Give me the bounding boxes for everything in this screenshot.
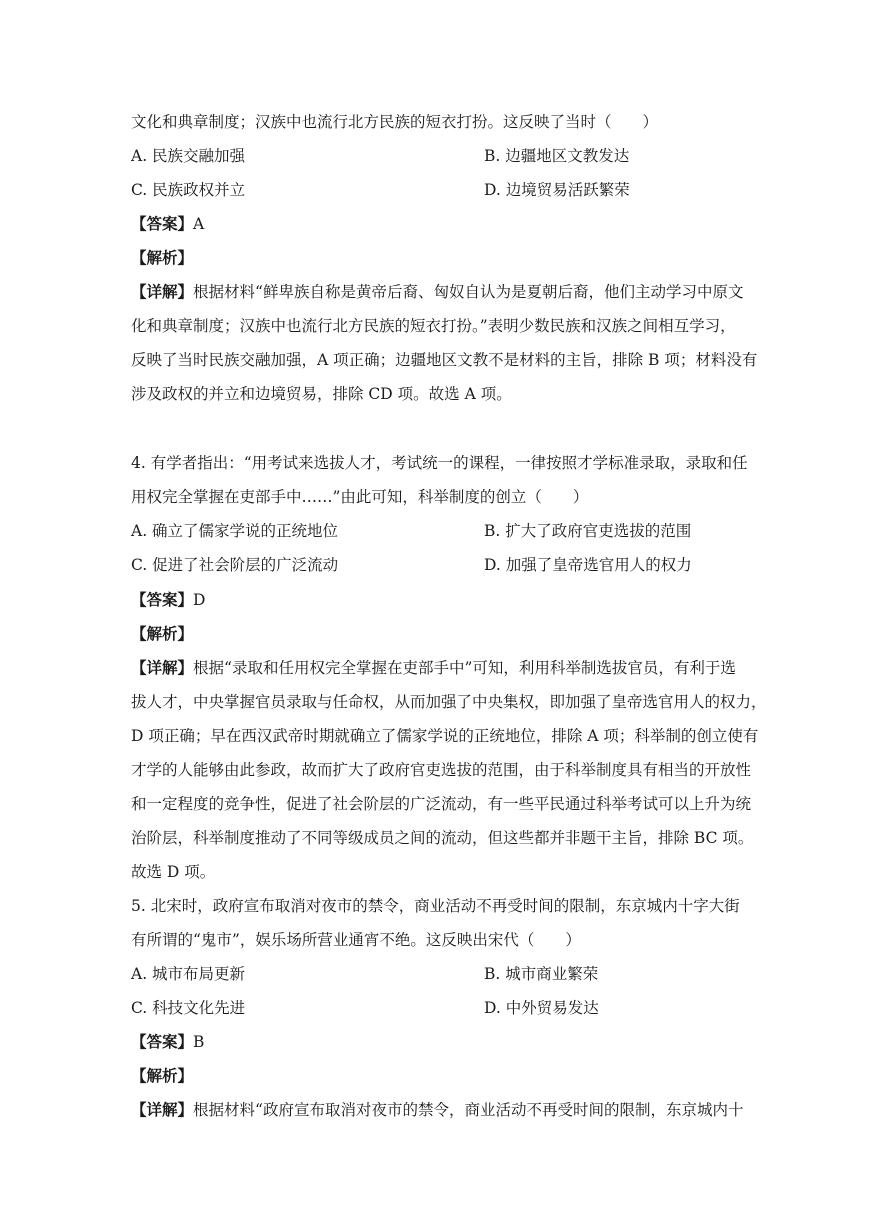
detail-text: 根据材料“政府宣布取消对夜市的禁令，商业活动不再受时间的限制，东京城内十 (193, 1101, 744, 1119)
detail-label: 【详解】 (131, 658, 194, 677)
q4-detail-line (131, 658, 741, 678)
q4-option-c: C. 促进了社会阶层的广泛流动 (131, 556, 339, 574)
answer-label: 【答案】 (131, 590, 194, 609)
q4-answer (131, 590, 741, 610)
answer-value: D (193, 591, 206, 609)
q5-stem-line: 5. 北宋时，政府宣布取消对夜市的禁令，商业活动不再受时间的限制，东京城内十字大街 (131, 897, 740, 915)
q3-detail-line: 反映了当时民族交融加强，A 项正确；边疆地区文教不是材料的主旨，排除 B 项；材料没有 (131, 351, 758, 369)
answer-value: B (193, 1033, 205, 1051)
q4-stem-line: 用权完全掌握在吏部手中……”由此可知，科举制度的创立（ ） (131, 488, 589, 506)
q4-detail-line: 故选 D 项。 (131, 863, 216, 881)
q3-analysis-label: 【解析】 (131, 248, 194, 267)
q4-detail-line: 才学的人能够由此参政，故而扩大了政府官吏选拔的范围，由于科举制度具有相当的开放性 (131, 761, 752, 779)
q5-answer (131, 1032, 741, 1052)
q3-answer (131, 214, 741, 234)
q3-option-a: A. 民族交融加强 (131, 147, 246, 165)
q5-option-a: A. 城市布局更新 (131, 965, 246, 983)
q4-detail-line: D 项正确；早在西汉武帝时期就确立了儒家学说的正统地位，排除 A 项；科举制的创立使有 (131, 727, 759, 745)
q5-option-d: D. 中外贸易发达 (484, 999, 599, 1017)
q3-option-d: D. 边境贸易活跃繁荣 (484, 181, 630, 199)
detail-text: 根据“录取和任用权完全掌握在吏部手中”可知，利用科举制选拔官员，有利于选 (193, 659, 736, 677)
q4-analysis-label: 【解析】 (131, 624, 194, 643)
q5-analysis-label: 【解析】 (131, 1066, 194, 1085)
q3-option-b: B. 边疆地区文教发达 (484, 147, 630, 165)
q5-option-b: B. 城市商业繁荣 (484, 965, 599, 983)
detail-text: 根据材料“鲜卑族自称是黄帝后裔、匈奴自认为是夏朝后裔，他们主动学习中原文 (193, 283, 744, 301)
answer-value: A (193, 215, 205, 233)
q3-stem-tail: 文化和典章制度；汉族中也流行北方民族的短衣打扮。这反映了当时（ ） (131, 113, 659, 131)
q4-option-d: D. 加强了皇帝选官用人的权力 (484, 556, 692, 574)
q5-stem-line: 有所谓的“鬼市”，娱乐场所营业通宵不绝。这反映出宋代（ ） (131, 931, 581, 949)
q3-detail-line: 涉及政权的并立和边境贸易，排除 CD 项。故选 A 项。 (131, 385, 512, 403)
q5-detail-line (131, 1100, 744, 1120)
q3-option-c: C. 民族政权并立 (131, 181, 246, 199)
answer-label: 【答案】 (131, 1032, 194, 1051)
q4-stem-line: 4. 有学者指出：“用考试来选拔人才，考试统一的课程，一律按照才学标准录取，录取和任 (131, 454, 748, 472)
q4-option-a: A. 确立了儒家学说的正统地位 (131, 522, 339, 540)
q4-detail-line: 治阶层，科举制度推动了不同等级成员之间的流动，但这些都并非题干主旨，排除 BC 项。 (131, 829, 754, 847)
q3-detail-line (131, 282, 744, 302)
detail-label: 【详解】 (131, 1100, 194, 1119)
q4-detail-line: 和一定程度的竞争性，促进了社会阶层的广泛流动，有一些平民通过科举考试可以上升为统 (131, 795, 752, 813)
q4-option-b: B. 扩大了政府官吏选拔的范围 (484, 522, 692, 540)
detail-label: 【详解】 (131, 282, 194, 301)
q3-detail-line: 化和典章制度；汉族中也流行北方民族的短衣打扮。”表明少数民族和汉族之间相互学习， (131, 317, 736, 335)
q4-detail-line: 拔人才，中央掌握官员录取与任命权，从而加强了中央集权，即加强了皇帝选官用人的权力， (131, 693, 767, 711)
q5-option-c: C. 科技文化先进 (131, 999, 246, 1017)
answer-label: 【答案】 (131, 214, 194, 233)
